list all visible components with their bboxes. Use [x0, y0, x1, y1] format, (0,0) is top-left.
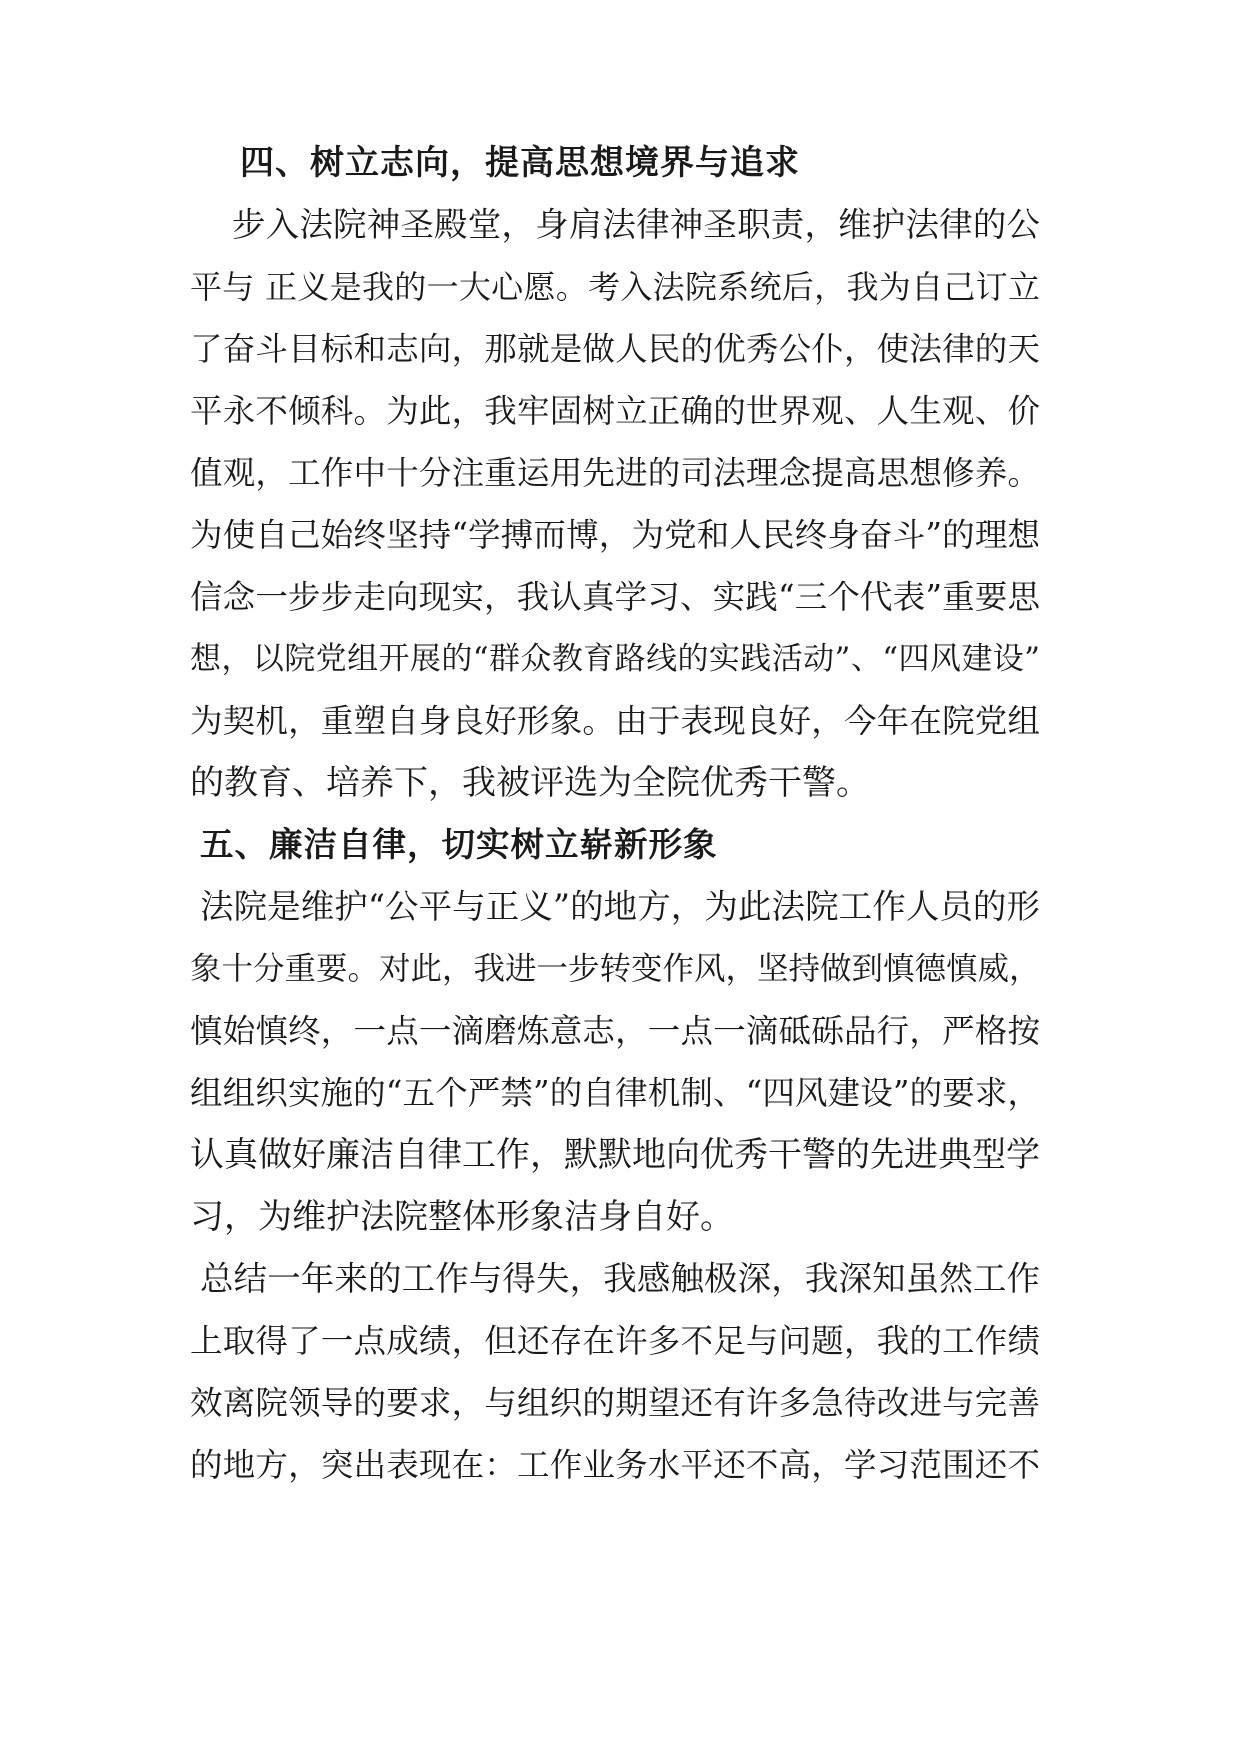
- paragraph-line: 组组织实施的“五个严禁”的自律机制、“四风建设”的要求，: [190, 1074, 1040, 1112]
- paragraph-line: 习，为维护法院整体形象洁身自好。: [190, 1197, 734, 1237]
- paragraph-line: 的地方，突出表现在：工作业务水平还不高，学习范围还不: [190, 1446, 1040, 1484]
- paragraph-line: 慎始慎终，一点一滴磨炼意志，一点一滴砥砾品行，严格按: [190, 1012, 1040, 1050]
- paragraph-line: 为契机，重塑自身良好形象。由于表现良好，今年在院党组: [190, 702, 1040, 740]
- paragraph-line: 信念一步步走向现实，我认真学习、实践“三个代表”重要思: [190, 578, 1040, 616]
- paragraph-line: 认真做好廉洁自律工作，默默地向优秀干警的先进典型学: [190, 1135, 1040, 1175]
- paragraph-line: 平与 正义是我的一大心愿。考入法院系统后，我为自己订立: [190, 268, 1040, 306]
- paragraph-line: 为使自己始终坚持“学搏而博，为党和人民终身奋斗”的理想: [190, 516, 1040, 554]
- section-heading-4: 四、树立志向，提高思想境界与追求: [240, 143, 800, 183]
- paragraph-line: 总结一年来的工作与得失，我感触极深，我深知虽然工作: [200, 1259, 1040, 1298]
- paragraph-line: 法院是维护“公平与正义”的地方，为此法院工作人员的形: [200, 887, 1040, 926]
- paragraph-line: 平永不倾科。为此，我牢固树立正确的世界观、人生观、价: [190, 392, 1040, 430]
- paragraph-line: 了奋斗目标和志向，那就是做人民的优秀公仆，使法律的天: [190, 330, 1040, 368]
- paragraph-line: 步入法院神圣殿堂，身肩法律神圣职责，维护法律的公: [232, 205, 1040, 244]
- paragraph-line: 想，以院党组开展的“群众教育路线的实践活动”、“四风建设”: [190, 641, 1040, 677]
- paragraph-line: 效离院领导的要求，与组织的期望还有许多急待改进与完善: [190, 1384, 1040, 1422]
- paragraph-line: 值观，工作中十分注重运用先进的司法理念提高思想修养。: [190, 454, 1040, 492]
- paragraph-line: 象十分重要。对此，我进一步转变作风，坚持做到慎德慎威，: [190, 951, 1041, 987]
- section-heading-5: 五、廉洁自律，切实树立崭新形象: [200, 825, 718, 864]
- paragraph-line: 上取得了一点成绩，但还存在许多不足与问题，我的工作绩: [190, 1322, 1040, 1360]
- paragraph-line: 的教育、培养下，我被评选为全院优秀干警。: [190, 763, 870, 803]
